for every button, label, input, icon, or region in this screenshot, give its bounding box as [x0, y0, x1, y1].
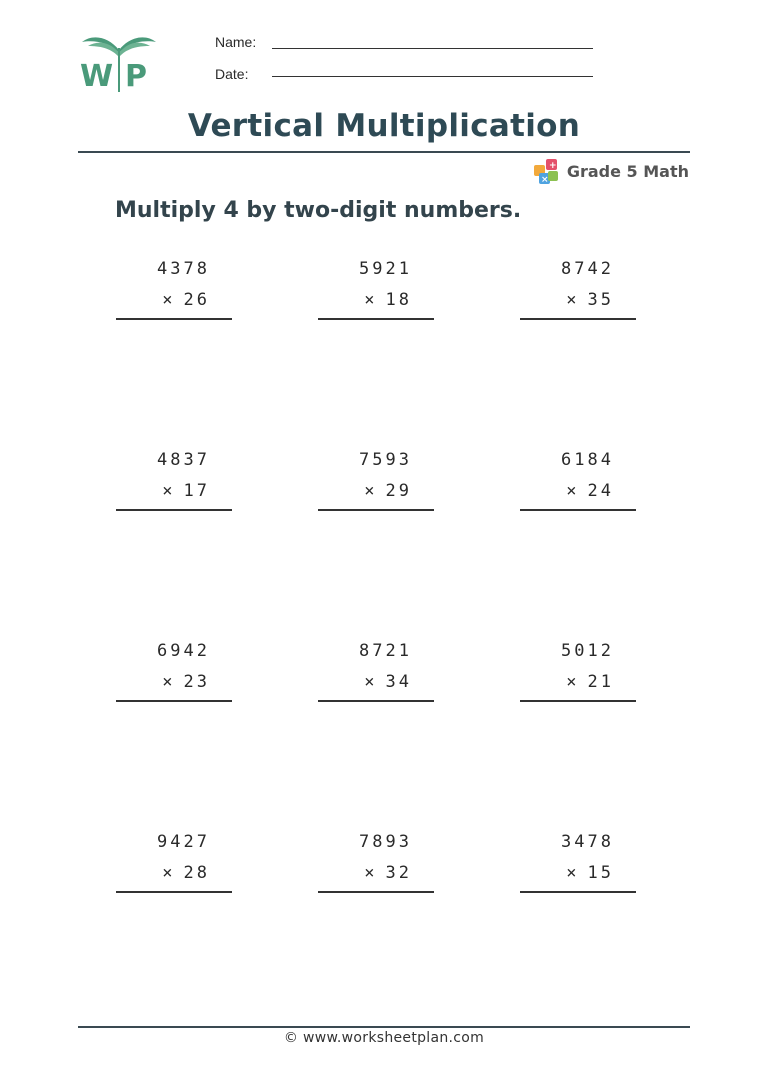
answer-line[interactable] — [318, 891, 434, 893]
name-label: Name: — [215, 34, 257, 50]
answer-line[interactable] — [116, 509, 232, 511]
grade-label: Grade 5 Math — [566, 162, 689, 181]
multiplier-value: 35 — [587, 290, 614, 310]
footer-copyright: © www.worksheetplan.com — [283, 1030, 485, 1046]
footer-divider — [78, 1026, 690, 1028]
multiply-sign: × — [162, 290, 176, 310]
title-divider — [78, 151, 690, 153]
answer-line[interactable] — [520, 318, 636, 320]
multiplicand: 8742 — [561, 259, 614, 279]
answer-line[interactable] — [318, 509, 434, 511]
multiplier-value: 26 — [183, 290, 210, 310]
page-title: Vertical Multiplication — [187, 108, 581, 144]
multiplier — [162, 672, 210, 692]
svg-text:P: P — [125, 59, 147, 94]
multiplicand: 7593 — [359, 450, 412, 470]
multiplicand: 8721 — [359, 641, 412, 661]
instruction-text: Multiply 4 by two-digit numbers. — [115, 198, 522, 223]
problem-3 — [520, 259, 638, 329]
multiplier-value: 15 — [587, 863, 614, 883]
date-label: Date: — [215, 66, 249, 82]
problem-5 — [318, 450, 436, 520]
multiplier — [162, 290, 210, 310]
problem-4 — [116, 450, 234, 520]
multiply-sign: × — [364, 290, 378, 310]
multiplicand: 6942 — [157, 641, 210, 661]
answer-line[interactable] — [520, 509, 636, 511]
svg-text:W: W — [80, 59, 114, 94]
multiplier — [566, 481, 614, 501]
multiplicand: 6184 — [561, 450, 614, 470]
problem-2 — [318, 259, 436, 329]
multiply-sign: × — [566, 863, 580, 883]
multiplicand: 4378 — [157, 259, 210, 279]
problem-6 — [520, 450, 638, 520]
multiplier-value: 32 — [385, 863, 412, 883]
multiplier — [566, 863, 614, 883]
multiplier — [566, 290, 614, 310]
multiply-sign: × — [566, 481, 580, 501]
date-input-line[interactable] — [272, 76, 593, 77]
answer-line[interactable] — [116, 891, 232, 893]
multiply-sign: × — [364, 863, 378, 883]
book-tree-icon — [78, 28, 160, 94]
problem-12 — [520, 832, 638, 902]
name-input-line[interactable] — [272, 48, 593, 49]
worksheetplan-logo — [78, 28, 160, 94]
multiply-sign: × — [162, 672, 176, 692]
multiply-sign: × — [566, 290, 580, 310]
math-blocks-icon — [533, 158, 560, 185]
multiply-sign: × — [364, 672, 378, 692]
multiplicand: 3478 — [561, 832, 614, 852]
multiplier — [162, 481, 210, 501]
svg-text:×: × — [540, 175, 549, 185]
multiplier — [162, 863, 210, 883]
problem-7 — [116, 641, 234, 711]
multiply-sign: × — [364, 481, 378, 501]
multiplier-value: 34 — [385, 672, 412, 692]
answer-line[interactable] — [116, 318, 232, 320]
problem-11 — [318, 832, 436, 902]
multiplier — [364, 481, 412, 501]
multiply-sign: × — [162, 481, 176, 501]
answer-line[interactable] — [520, 700, 636, 702]
problem-1 — [116, 259, 234, 329]
grade-badge — [533, 158, 689, 185]
multiply-sign: × — [566, 672, 580, 692]
problem-9 — [520, 641, 638, 711]
svg-text:+: + — [548, 161, 557, 171]
multiplier-value: 24 — [587, 481, 614, 501]
multiplicand: 7893 — [359, 832, 412, 852]
multiplier-value: 23 — [183, 672, 210, 692]
answer-line[interactable] — [318, 700, 434, 702]
multiplier — [566, 672, 614, 692]
multiplicand: 5921 — [359, 259, 412, 279]
answer-line[interactable] — [520, 891, 636, 893]
multiplier — [364, 672, 412, 692]
multiplicand: 4837 — [157, 450, 210, 470]
multiplier — [364, 863, 412, 883]
answer-line[interactable] — [318, 318, 434, 320]
multiplier-value: 21 — [587, 672, 614, 692]
multiplier-value: 29 — [385, 481, 412, 501]
multiplier-value: 17 — [183, 481, 210, 501]
multiplicand: 5012 — [561, 641, 614, 661]
problem-8 — [318, 641, 436, 711]
multiplier-value: 18 — [385, 290, 412, 310]
multiplier-value: 28 — [183, 863, 210, 883]
answer-line[interactable] — [116, 700, 232, 702]
problem-10 — [116, 832, 234, 902]
multiplicand: 9427 — [157, 832, 210, 852]
multiply-sign: × — [162, 863, 176, 883]
multiplier — [364, 290, 412, 310]
